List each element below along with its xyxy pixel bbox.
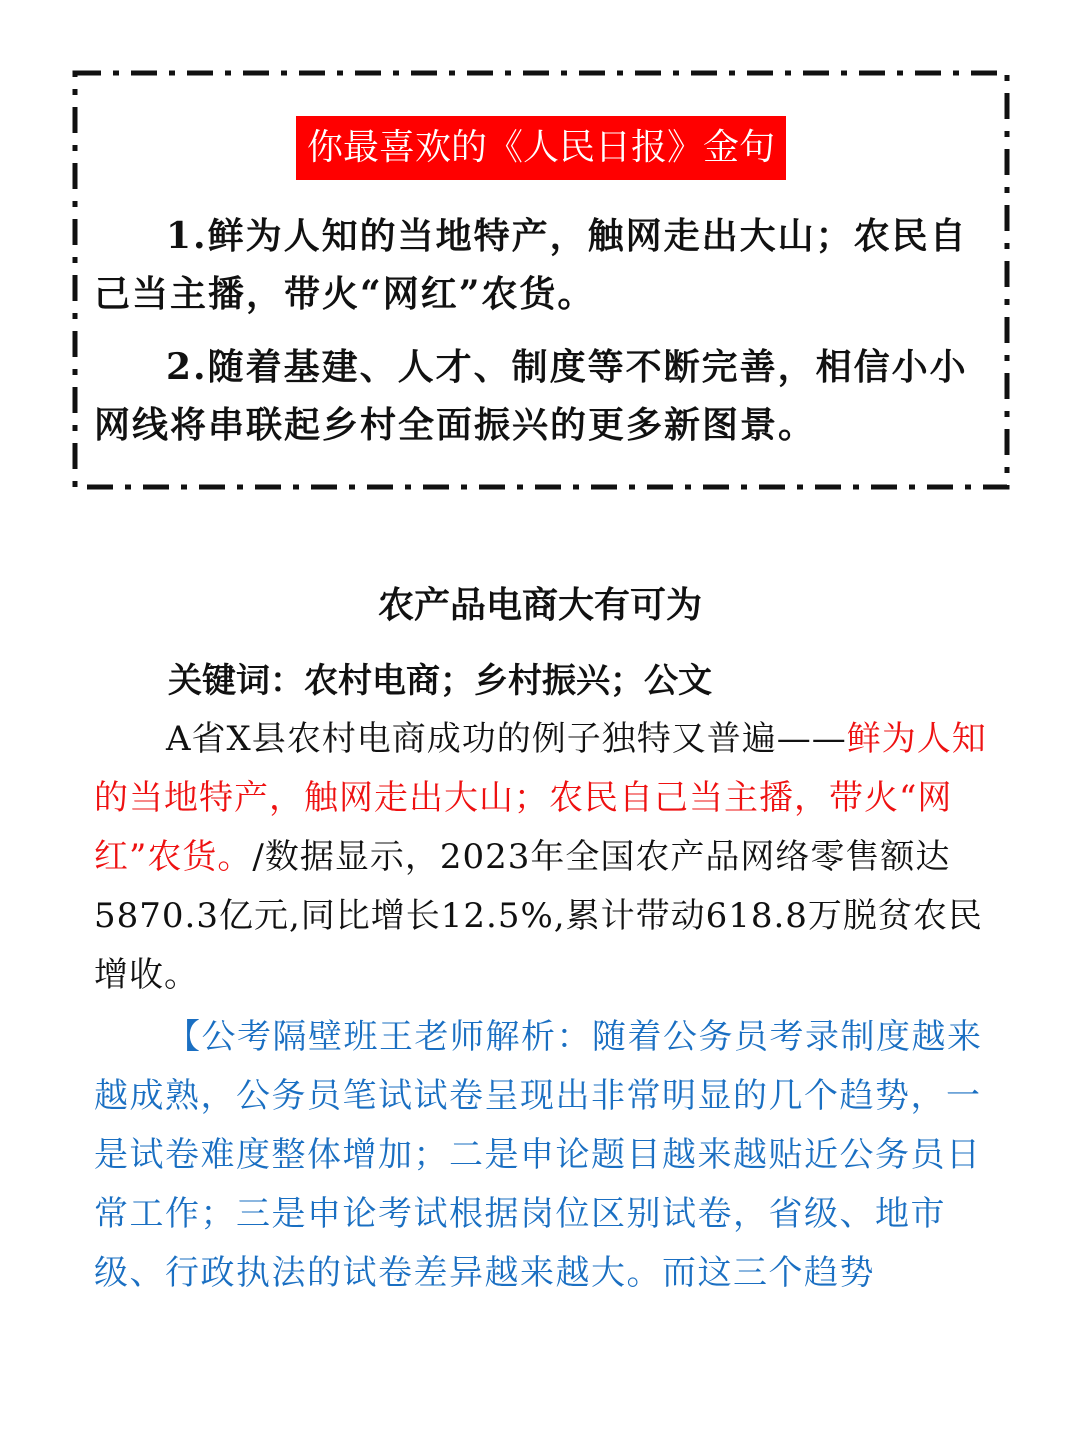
paragraph-lead: A省X县农村电商成功的例子独特又普遍—— [166, 719, 847, 759]
quote-box-title: 你最喜欢的《人民日报》金句 [296, 116, 786, 180]
keywords-line: 关键词：农村电商；乡村振兴；公文 [168, 661, 712, 701]
quote-item-2: 2.随着基建、人才、制度等不断完善，相信小小网线将串联起乡村全面振兴的更多新图景。 [94, 346, 968, 446]
article-paragraph-1 [94, 710, 994, 1005]
quote-item-1: 1.鲜为人知的当地特产，触网走出大山；农民自己当主播，带火“网红”农货。 [94, 215, 968, 315]
statistics-text: /数据显示，2023年全国农产品网络零售额达5870.3亿元,同比增长12.5%,累计带动618.8万脱贫农民增收。 [94, 837, 983, 995]
golden-quotes-box [72, 70, 1010, 490]
teacher-analysis-paragraph: 【公考隔壁班王老师解析：随着公务员考录制度越来越成熟，公务员笔试试卷呈现出非常明显的几个趋势，一是试卷难度整体增加；二是申论题目越来越贴近公务员日常工作；三是申论考试根据岗位区别试卷，省级、地市级、行政执法的试卷差异越来越大。而这三个趋势 [94, 1017, 983, 1293]
highlighted-quote: 鲜为人知的当地特产，触网走出大山；农民自己当主播，带火“网红”农货。 [94, 719, 987, 877]
article-title: 农产品电商大有可为 [377, 584, 702, 626]
